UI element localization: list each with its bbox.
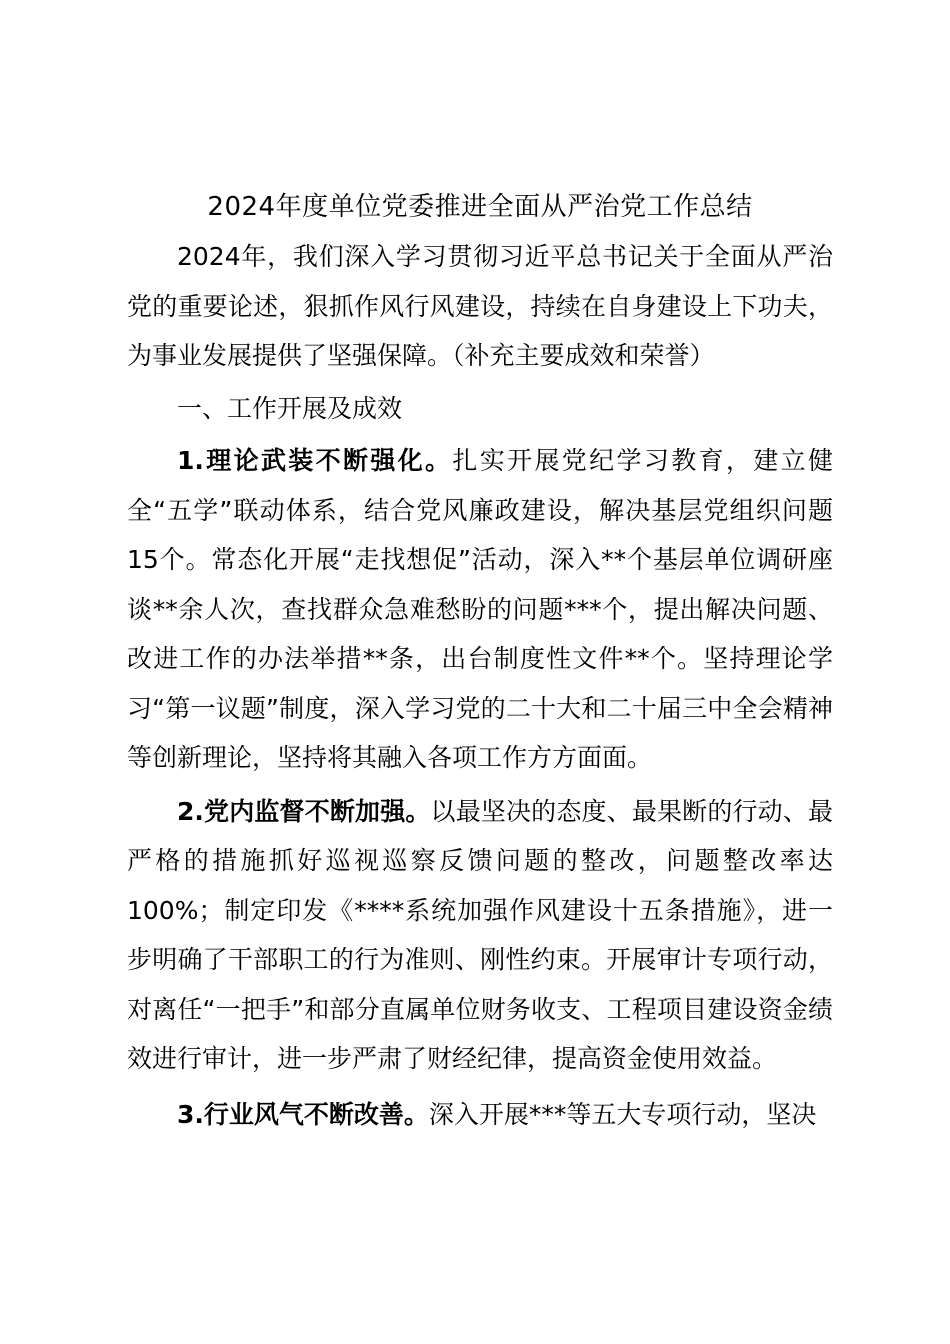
section-heading: 一、工作开展及成效 — [177, 393, 403, 423]
item-lead-3: 3.行业风气不断改善。 — [177, 1099, 429, 1129]
item-body-3: 深入开展***等五大专项行动，坚决 — [428, 1099, 817, 1129]
item-paragraph-3 — [127, 1090, 833, 1140]
document-title: 2024年度单位党委推进全面从严治党工作总结 — [207, 192, 753, 222]
item-body-2: 以最坚决的态度、最果断的行动、最严格的措施抓好巡视巡察反馈问题的整改，问题整改率达100%；制定印发《****系统加强作风建设十五条措施》，进一步明确了干部职工的行为准则、刚性约束。开展审计专项行动，对离任“一把手”和部分直属单位财务收支、工程项目建设资金绩效进行审计，进一步严肃了财经纪律，提高资金使用效益。 — [127, 796, 833, 1073]
item-lead-1: 1.理论武装不断强化。 — [177, 446, 453, 475]
item-paragraph-2 — [127, 787, 833, 1084]
document-page — [127, 184, 833, 1142]
item-paragraph-1 — [127, 436, 833, 783]
item-body-1: 扎实开展党纪学习教育，建立健全“五学”联动体系，结合党风廉政建设，解决基层党组织问题15个。常态化开展“走找想促”活动，深入**个基层单位调研座谈**余人次，查找群众急难愁盼的问题***个，提出解决问题、改进工作的办法举措**条，出台制度性文件**个。坚持理论学习“第一议题”制度，深入学习党的二十大和二十届三中全会精神等创新理论，坚持将其融入各项工作方方面面。 — [127, 446, 833, 772]
item-lead-2: 2.党内监督不断加强。 — [177, 796, 431, 826]
intro-paragraph: 2024年，我们深入学习贯彻习近平总书记关于全面从严治党的重要论述，狠抓作风行风建设，持续在自身建设上下功夫，为事业发展提供了坚强保障。（补充主要成效和荣誉） — [127, 242, 833, 370]
